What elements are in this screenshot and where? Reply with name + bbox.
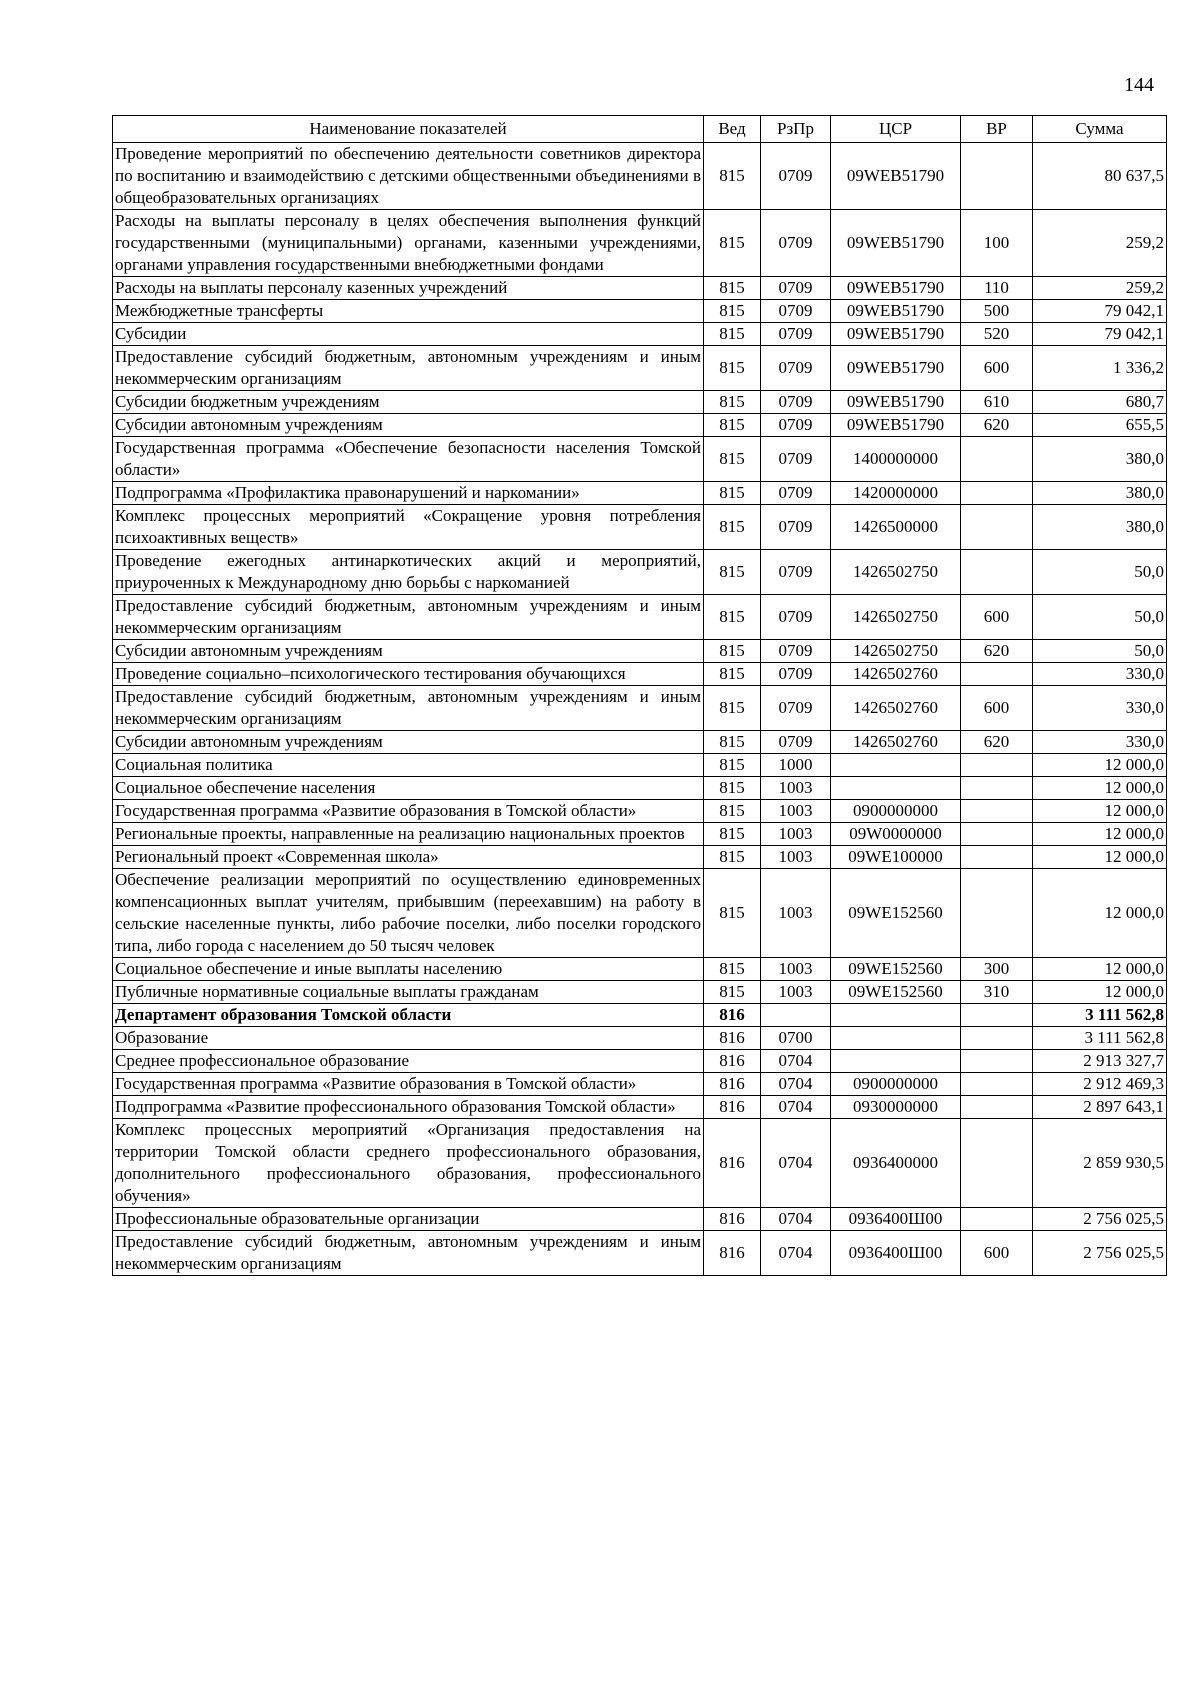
cell-vr: 520 <box>961 323 1033 346</box>
cell-csr: 09WEB51790 <box>831 346 961 391</box>
cell-name: Комплекс процессных мероприятий «Сокращение уровня потребления психоактивных веществ» <box>113 505 704 550</box>
cell-rzpr: 1003 <box>761 958 831 981</box>
cell-rzpr: 0709 <box>761 391 831 414</box>
header-ved: Вед <box>704 116 761 143</box>
cell-sum: 12 000,0 <box>1033 846 1167 869</box>
cell-vr <box>961 1027 1033 1050</box>
cell-name: Социальная политика <box>113 754 704 777</box>
cell-sum: 80 637,5 <box>1033 143 1167 210</box>
cell-csr: 1426502760 <box>831 686 961 731</box>
cell-name: Среднее профессиональное образование <box>113 1050 704 1073</box>
cell-rzpr: 0709 <box>761 640 831 663</box>
table-row <box>113 1073 1167 1096</box>
table-row <box>113 823 1167 846</box>
cell-sum: 2 913 327,7 <box>1033 1050 1167 1073</box>
cell-rzpr: 0709 <box>761 346 831 391</box>
table-row <box>113 550 1167 595</box>
cell-rzpr: 0709 <box>761 210 831 277</box>
cell-ved: 815 <box>704 414 761 437</box>
cell-vr: 500 <box>961 300 1033 323</box>
table-row <box>113 210 1167 277</box>
cell-rzpr: 0709 <box>761 482 831 505</box>
cell-csr <box>831 1027 961 1050</box>
cell-csr <box>831 1004 961 1027</box>
table-row <box>113 391 1167 414</box>
cell-name: Проведение мероприятий по обеспечению деятельности советников директора по воспитанию и взаимодействию с детскими общественными объединениями в общеобразовательных организациях <box>113 143 704 210</box>
cell-rzpr: 0709 <box>761 550 831 595</box>
cell-ved: 815 <box>704 731 761 754</box>
cell-sum: 12 000,0 <box>1033 800 1167 823</box>
table-row <box>113 323 1167 346</box>
cell-rzpr <box>761 1004 831 1027</box>
cell-csr: 1426502760 <box>831 731 961 754</box>
cell-vr: 600 <box>961 686 1033 731</box>
cell-ved: 815 <box>704 777 761 800</box>
table-row <box>113 869 1167 958</box>
cell-rzpr: 1003 <box>761 981 831 1004</box>
cell-rzpr: 0704 <box>761 1096 831 1119</box>
cell-sum: 259,2 <box>1033 277 1167 300</box>
cell-vr: 110 <box>961 277 1033 300</box>
cell-csr: 09WEB51790 <box>831 391 961 414</box>
cell-vr <box>961 1004 1033 1027</box>
cell-vr <box>961 1119 1033 1208</box>
cell-name: Предоставление субсидий бюджетным, автономным учреждениям и иным некоммерческим организациям <box>113 1231 704 1276</box>
cell-ved: 815 <box>704 210 761 277</box>
cell-csr: 09WE152560 <box>831 869 961 958</box>
cell-ved: 815 <box>704 300 761 323</box>
cell-ved: 815 <box>704 550 761 595</box>
cell-sum: 79 042,1 <box>1033 323 1167 346</box>
budget-table <box>112 115 1167 1276</box>
cell-sum: 2 756 025,5 <box>1033 1231 1167 1276</box>
cell-vr: 600 <box>961 595 1033 640</box>
cell-name: Межбюджетные трансферты <box>113 300 704 323</box>
cell-vr <box>961 143 1033 210</box>
table-row <box>113 346 1167 391</box>
cell-rzpr: 0709 <box>761 663 831 686</box>
cell-sum: 50,0 <box>1033 595 1167 640</box>
table-row <box>113 1231 1167 1276</box>
cell-vr: 620 <box>961 731 1033 754</box>
cell-name: Профессиональные образовательные организации <box>113 1208 704 1231</box>
cell-ved: 816 <box>704 1073 761 1096</box>
cell-vr <box>961 754 1033 777</box>
cell-ved: 815 <box>704 391 761 414</box>
cell-sum: 12 000,0 <box>1033 869 1167 958</box>
cell-vr <box>961 869 1033 958</box>
cell-csr <box>831 777 961 800</box>
cell-sum: 259,2 <box>1033 210 1167 277</box>
cell-csr: 1426500000 <box>831 505 961 550</box>
cell-vr: 600 <box>961 346 1033 391</box>
cell-name: Расходы на выплаты персоналу в целях обеспечения выполнения функций государственными (муниципальными) органами, казенными учреждениями, органами управления государственными внебюджетными фондами <box>113 210 704 277</box>
table-row <box>113 1004 1167 1027</box>
header-rzpr: РзПр <box>761 116 831 143</box>
cell-vr <box>961 482 1033 505</box>
table-row <box>113 505 1167 550</box>
cell-ved: 815 <box>704 505 761 550</box>
cell-ved: 815 <box>704 686 761 731</box>
table-row <box>113 1119 1167 1208</box>
table-row <box>113 414 1167 437</box>
cell-sum: 380,0 <box>1033 505 1167 550</box>
cell-ved: 815 <box>704 754 761 777</box>
cell-rzpr: 1003 <box>761 846 831 869</box>
table-row <box>113 1027 1167 1050</box>
table-row <box>113 663 1167 686</box>
cell-csr: 0936400Ш00 <box>831 1231 961 1276</box>
cell-ved: 816 <box>704 1231 761 1276</box>
cell-vr: 310 <box>961 981 1033 1004</box>
cell-rzpr: 0709 <box>761 414 831 437</box>
cell-sum: 12 000,0 <box>1033 823 1167 846</box>
cell-ved: 815 <box>704 800 761 823</box>
cell-vr <box>961 777 1033 800</box>
table-row <box>113 277 1167 300</box>
cell-ved: 815 <box>704 595 761 640</box>
table-row <box>113 437 1167 482</box>
cell-name: Департамент образования Томской области <box>113 1004 704 1027</box>
cell-sum: 50,0 <box>1033 550 1167 595</box>
cell-sum: 2 756 025,5 <box>1033 1208 1167 1231</box>
table-row <box>113 143 1167 210</box>
cell-vr <box>961 505 1033 550</box>
cell-vr <box>961 1050 1033 1073</box>
cell-sum: 12 000,0 <box>1033 777 1167 800</box>
cell-ved: 815 <box>704 981 761 1004</box>
cell-csr: 0936400000 <box>831 1119 961 1208</box>
cell-ved: 815 <box>704 143 761 210</box>
cell-csr: 09WE152560 <box>831 958 961 981</box>
cell-vr: 620 <box>961 640 1033 663</box>
cell-name: Комплекс процессных мероприятий «Организация предоставления на территории Томской области среднего профессионального образования, дополнительного профессионального образования, профессионального обучения» <box>113 1119 704 1208</box>
cell-name: Субсидии автономным учреждениям <box>113 414 704 437</box>
cell-name: Субсидии бюджетным учреждениям <box>113 391 704 414</box>
cell-rzpr: 0709 <box>761 686 831 731</box>
cell-name: Подпрограмма «Профилактика правонарушений и наркомании» <box>113 482 704 505</box>
cell-sum: 2 897 643,1 <box>1033 1096 1167 1119</box>
cell-ved: 815 <box>704 869 761 958</box>
cell-sum: 1 336,2 <box>1033 346 1167 391</box>
table-row <box>113 1096 1167 1119</box>
cell-rzpr: 1003 <box>761 777 831 800</box>
cell-sum: 12 000,0 <box>1033 754 1167 777</box>
cell-name: Субсидии автономным учреждениям <box>113 731 704 754</box>
cell-ved: 815 <box>704 823 761 846</box>
cell-sum: 2 859 930,5 <box>1033 1119 1167 1208</box>
cell-rzpr: 0704 <box>761 1208 831 1231</box>
cell-csr: 0900000000 <box>831 800 961 823</box>
cell-ved: 815 <box>704 437 761 482</box>
table-row <box>113 482 1167 505</box>
cell-vr <box>961 823 1033 846</box>
cell-csr: 09W0000000 <box>831 823 961 846</box>
cell-rzpr: 0709 <box>761 277 831 300</box>
cell-csr: 0936400Ш00 <box>831 1208 961 1231</box>
cell-csr: 1420000000 <box>831 482 961 505</box>
cell-name: Проведение социально–психологического тестирования обучающихся <box>113 663 704 686</box>
cell-rzpr: 0704 <box>761 1231 831 1276</box>
header-csr: ЦСР <box>831 116 961 143</box>
cell-vr: 300 <box>961 958 1033 981</box>
cell-name: Обеспечение реализации мероприятий по осуществлению единовременных компенсационных выплат учителям, прибывшим (переехавшим) на работу в сельские населенные пункты, либо рабочие поселки, либо поселки городского типа, либо города с населением до 50 тысяч человек <box>113 869 704 958</box>
table-row <box>113 958 1167 981</box>
cell-sum: 50,0 <box>1033 640 1167 663</box>
cell-name: Субсидии автономным учреждениям <box>113 640 704 663</box>
cell-sum: 12 000,0 <box>1033 958 1167 981</box>
cell-name: Предоставление субсидий бюджетным, автономным учреждениям и иным некоммерческим организациям <box>113 595 704 640</box>
header-name: Наименование показателей <box>113 116 704 143</box>
cell-ved: 816 <box>704 1004 761 1027</box>
cell-name: Государственная программа «Развитие образования в Томской области» <box>113 800 704 823</box>
cell-ved: 815 <box>704 958 761 981</box>
cell-csr: 09WEB51790 <box>831 143 961 210</box>
cell-name: Предоставление субсидий бюджетным, автономным учреждениям и иным некоммерческим организациям <box>113 686 704 731</box>
cell-rzpr: 1003 <box>761 869 831 958</box>
cell-name: Социальное обеспечение и иные выплаты населению <box>113 958 704 981</box>
cell-rzpr: 0709 <box>761 143 831 210</box>
cell-sum: 330,0 <box>1033 731 1167 754</box>
cell-csr: 1426502750 <box>831 550 961 595</box>
cell-sum: 79 042,1 <box>1033 300 1167 323</box>
cell-csr <box>831 754 961 777</box>
cell-vr <box>961 1073 1033 1096</box>
cell-sum: 655,5 <box>1033 414 1167 437</box>
cell-rzpr: 0704 <box>761 1050 831 1073</box>
cell-sum: 680,7 <box>1033 391 1167 414</box>
cell-ved: 815 <box>704 640 761 663</box>
table-row <box>113 754 1167 777</box>
cell-ved: 816 <box>704 1027 761 1050</box>
table-row <box>113 640 1167 663</box>
header-vr: ВР <box>961 116 1033 143</box>
table-row <box>113 686 1167 731</box>
cell-rzpr: 1000 <box>761 754 831 777</box>
cell-csr: 09WE100000 <box>831 846 961 869</box>
cell-name: Публичные нормативные социальные выплаты гражданам <box>113 981 704 1004</box>
table-row <box>113 300 1167 323</box>
cell-vr <box>961 846 1033 869</box>
cell-rzpr: 0709 <box>761 595 831 640</box>
cell-vr: 610 <box>961 391 1033 414</box>
cell-csr: 09WEB51790 <box>831 210 961 277</box>
cell-ved: 815 <box>704 323 761 346</box>
table-row <box>113 981 1167 1004</box>
cell-vr <box>961 550 1033 595</box>
cell-rzpr: 0704 <box>761 1073 831 1096</box>
cell-vr: 620 <box>961 414 1033 437</box>
table-row <box>113 595 1167 640</box>
cell-name: Государственная программа «Обеспечение безопасности населения Томской области» <box>113 437 704 482</box>
cell-name: Региональный проект «Современная школа» <box>113 846 704 869</box>
table-body <box>113 143 1167 1276</box>
cell-ved: 815 <box>704 482 761 505</box>
cell-ved: 816 <box>704 1208 761 1231</box>
cell-csr: 09WEB51790 <box>831 323 961 346</box>
table-row <box>113 846 1167 869</box>
cell-csr: 0900000000 <box>831 1073 961 1096</box>
cell-name: Государственная программа «Развитие образования в Томской области» <box>113 1073 704 1096</box>
table-row <box>113 1208 1167 1231</box>
table-row <box>113 1050 1167 1073</box>
cell-vr <box>961 800 1033 823</box>
cell-ved: 815 <box>704 277 761 300</box>
table-row <box>113 800 1167 823</box>
cell-ved: 816 <box>704 1050 761 1073</box>
page-number: 144 <box>1124 74 1154 96</box>
cell-sum: 3 111 562,8 <box>1033 1004 1167 1027</box>
header-row <box>113 116 1167 143</box>
cell-vr <box>961 663 1033 686</box>
cell-csr: 1400000000 <box>831 437 961 482</box>
cell-sum: 12 000,0 <box>1033 981 1167 1004</box>
cell-name: Социальное обеспечение населения <box>113 777 704 800</box>
cell-ved: 816 <box>704 1096 761 1119</box>
cell-csr: 1426502750 <box>831 640 961 663</box>
table-row <box>113 731 1167 754</box>
cell-ved: 815 <box>704 346 761 391</box>
header-sum: Сумма <box>1033 116 1167 143</box>
cell-name: Подпрограмма «Развитие профессионального образования Томской области» <box>113 1096 704 1119</box>
cell-vr <box>961 1208 1033 1231</box>
cell-rzpr: 0709 <box>761 437 831 482</box>
cell-name: Образование <box>113 1027 704 1050</box>
cell-rzpr: 0709 <box>761 300 831 323</box>
cell-csr: 09WEB51790 <box>831 277 961 300</box>
cell-sum: 330,0 <box>1033 663 1167 686</box>
cell-name: Проведение ежегодных антинаркотических акций и мероприятий, приуроченных к Международному дню борьбы с наркоманией <box>113 550 704 595</box>
cell-sum: 330,0 <box>1033 686 1167 731</box>
cell-csr: 09WE152560 <box>831 981 961 1004</box>
cell-csr: 09WEB51790 <box>831 300 961 323</box>
cell-name: Региональные проекты, направленные на реализацию национальных проектов <box>113 823 704 846</box>
cell-rzpr: 0704 <box>761 1119 831 1208</box>
cell-rzpr: 0709 <box>761 323 831 346</box>
cell-rzpr: 0700 <box>761 1027 831 1050</box>
cell-name: Расходы на выплаты персоналу казенных учреждений <box>113 277 704 300</box>
cell-name: Предоставление субсидий бюджетным, автономным учреждениям и иным некоммерческим организациям <box>113 346 704 391</box>
cell-csr: 0930000000 <box>831 1096 961 1119</box>
cell-rzpr: 1003 <box>761 823 831 846</box>
table-row <box>113 777 1167 800</box>
table-header <box>113 116 1167 143</box>
cell-sum: 380,0 <box>1033 482 1167 505</box>
cell-sum: 380,0 <box>1033 437 1167 482</box>
cell-sum: 2 912 469,3 <box>1033 1073 1167 1096</box>
cell-rzpr: 0709 <box>761 731 831 754</box>
cell-rzpr: 0709 <box>761 505 831 550</box>
cell-vr <box>961 1096 1033 1119</box>
cell-vr: 100 <box>961 210 1033 277</box>
cell-sum: 3 111 562,8 <box>1033 1027 1167 1050</box>
cell-ved: 815 <box>704 846 761 869</box>
cell-rzpr: 1003 <box>761 800 831 823</box>
cell-csr: 09WEB51790 <box>831 414 961 437</box>
cell-ved: 816 <box>704 1119 761 1208</box>
cell-csr <box>831 1050 961 1073</box>
cell-vr: 600 <box>961 1231 1033 1276</box>
cell-csr: 1426502750 <box>831 595 961 640</box>
cell-vr <box>961 437 1033 482</box>
cell-ved: 815 <box>704 663 761 686</box>
cell-csr: 1426502760 <box>831 663 961 686</box>
cell-name: Субсидии <box>113 323 704 346</box>
